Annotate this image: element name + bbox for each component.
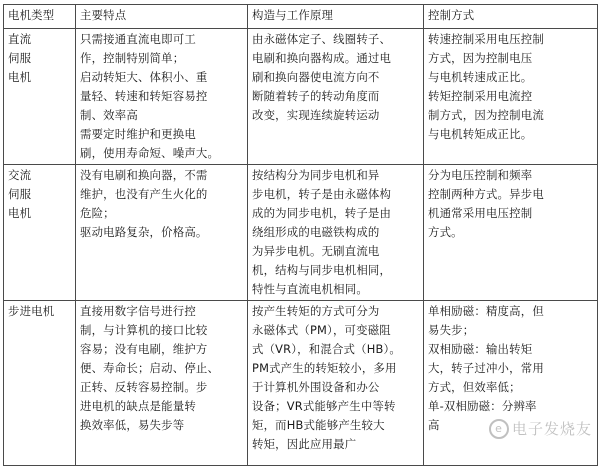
table-row-dc-servo: [4, 29, 598, 165]
cell-features: 没有电刷和换向器，不需 维护，也没有产生火化的 危险； 驱动电路复杂，价格高。: [76, 165, 248, 301]
cell-principle: 由永磁体定子、线圈转子、 电刷和换向器构成。通过电 刷和换向器使电流方向不 断随着转子的转动角度而 改变，实现连续旋转运动: [248, 29, 424, 165]
header-main-features: 主要特点: [76, 5, 248, 29]
cell-control: 分为电压控制和频率 控制两种方式。异步电 机通常采用电压控制 方式。: [424, 165, 598, 301]
cell-principle: 按产生转矩的方式可分为 永磁体式（PM），可变磁阻 式（VR），和混合式（HB）。 PM式产生的转矩较小，多用 于计算机外围设备和办公 设备；VR式能够产生中等转 矩，而HB式能够产生较大 转矩，因此应用最广: [248, 301, 424, 466]
cell-features: 直接用数字信号进行控 制，与计算机的接口比较 容易；没有电刷，维护方 便、寿命长；启动、停止、 正转、反转容易控制。步 进电机的缺点是能量转 换效率低，易失步等: [76, 301, 248, 466]
table-row-stepper: [4, 301, 598, 466]
header-control-method: 控制方式: [424, 5, 598, 29]
header-structure-principle: 构造与工作原理: [248, 5, 424, 29]
watermark: [489, 418, 592, 440]
header-motor-type: 电机类型: [4, 5, 76, 29]
table-row-ac-servo: [4, 165, 598, 301]
cell-control: 转速控制采用电压控制 方式，因为控制电压 与电机转速成正比。 转矩控制采用电流控 制方式，因为控制电流 与电机转矩成正比。: [424, 29, 598, 165]
motor-comparison-table: [3, 4, 598, 466]
cell-motor-type: 交流 伺服 电机: [4, 165, 76, 301]
cell-motor-type: 直流 伺服 电机: [4, 29, 76, 165]
watermark-text: 电子发烧友: [511, 419, 592, 438]
cell-principle: 按结构分为同步电机和异 步电机，转子是由永磁体构 成的为同步电机，转子是由 绕组形成的电磁铁构成的 为异步电机。无刷直流电 机，结构与同步电机相同， 特性与直流电机相同。: [248, 165, 424, 301]
table-header-row: [4, 5, 598, 29]
cell-control: 单相励磁：精度高，但 易失步； 双相励磁：输出转矩 大，转子过冲小，常用 方式，但效率低； 单-双相励磁：分辨率 高: [424, 301, 598, 466]
watermark-logo-icon: e: [489, 419, 509, 439]
cell-motor-type: 步进电机: [4, 301, 76, 466]
cell-features: 只需接通直流电即可工 作，控制特别简单； 启动转矩大、体积小、重 量轻、转速和转矩容易控 制、效率高 需要定时维护和更换电 刷，使用寿命短、噪声大。: [76, 29, 248, 165]
